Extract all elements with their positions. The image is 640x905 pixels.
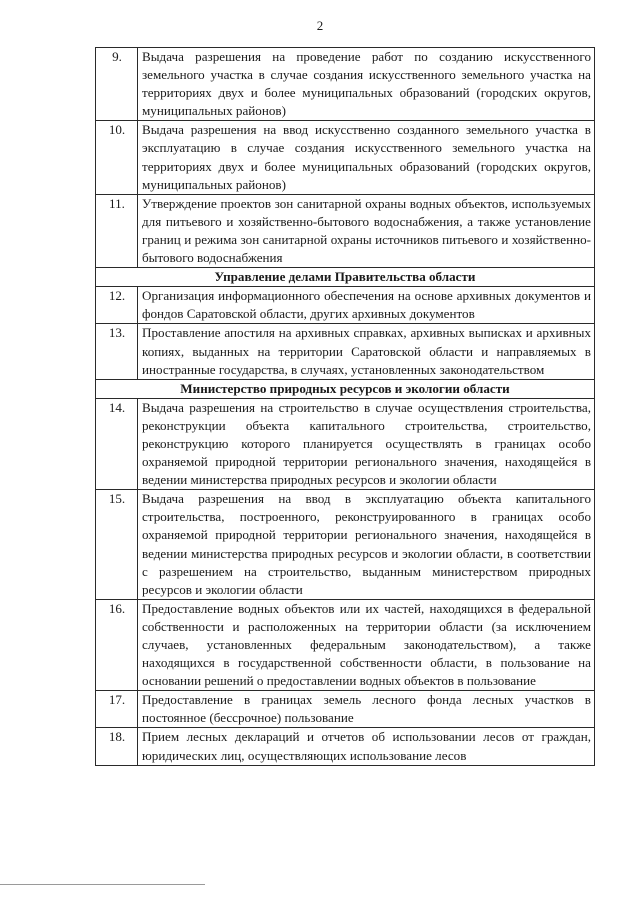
- table-row: [96, 599, 595, 690]
- service-description: Прием лесных деклараций и отчетов об использовании лесов от граждан, юридических лиц, осуществляющих использование лесов: [138, 728, 595, 765]
- table-row: [96, 194, 595, 267]
- row-number: 14.: [96, 398, 138, 489]
- row-number: 11.: [96, 194, 138, 267]
- service-description: Организация информационного обеспечения на основе архивных документов и фондов Саратовской области, других архивных документов: [138, 287, 595, 324]
- public-services-table: [95, 47, 595, 766]
- table-row: [96, 691, 595, 728]
- row-number: 12.: [96, 287, 138, 324]
- service-description: Выдача разрешения на ввод в эксплуатацию объекта капитального строительства, построенного, реконструированного в границах особо охраняемой природной территории регионального значения, находящейся в ведении министерства природных ресурсов и экологии области, в соответствии с разрешением на строительство, выданным министерством природных ресурсов и экологии области: [138, 490, 595, 600]
- table-row: [96, 48, 595, 121]
- page-number: 2: [316, 18, 324, 33]
- table-row: [96, 324, 595, 379]
- row-number: 13.: [96, 324, 138, 379]
- service-description: Выдача разрешения на ввод искусственно созданного земельного участка в эксплуатацию в случае создания искусственного земельного участка на территориях двух и более муниципальных образований (городских округов, муниципальных районов): [138, 121, 595, 194]
- section-header-row: [96, 379, 595, 398]
- row-number: 18.: [96, 728, 138, 765]
- table-row: [96, 728, 595, 765]
- table-row: [96, 490, 595, 600]
- service-description: Предоставление в границах земель лесного фонда лесных участков в постоянное (бессрочное) пользование: [138, 691, 595, 728]
- row-number: 16.: [96, 599, 138, 690]
- service-description: Выдача разрешения на проведение работ по созданию искусственного земельного участка в случае создания искусственного земельного участка на территориях двух и более муниципальных образований (городских округов, муниципальных районов): [138, 48, 595, 121]
- service-description: Предоставление водных объектов или их частей, находящихся в федеральной собственности и расположенных на территории области (за исключением случаев, установленных федеральным законодательством), а также находящихся в государственной собственности области, в пользование на основании решений о предоставлении водных объектов в пользование: [138, 599, 595, 690]
- table-row: [96, 398, 595, 489]
- section-header-row: [96, 268, 595, 287]
- service-description: Выдача разрешения на строительство в случае осуществления строительства, реконструкции объекта капитального строительства, строительство, реконструкцию которого планируется осуществлять в границах особо охраняемой природной территории регионального значения, находящейся в ведении министерства природных ресурсов и экологии области: [138, 398, 595, 489]
- row-number: 9.: [96, 48, 138, 121]
- row-number: 10.: [96, 121, 138, 194]
- section-title: Управление делами Правительства области: [96, 268, 595, 287]
- table-row: [96, 121, 595, 194]
- row-number: 15.: [96, 490, 138, 600]
- section-title: Министерство природных ресурсов и экологии области: [96, 379, 595, 398]
- service-description: Утверждение проектов зон санитарной охраны водных объектов, используемых для питьевого и хозяйственно-бытового водоснабжения, а также установление границ и режима зон санитарной охраны источников питьевого и хозяйственно-бытового водоснабжения: [138, 194, 595, 267]
- table-row: [96, 287, 595, 324]
- row-number: 17.: [96, 691, 138, 728]
- scan-edge-line: [0, 884, 205, 885]
- service-description: Проставление апостиля на архивных справках, архивных выписках и архивных копиях, выданных на территории Саратовской области и направляемых в иностранные государства, в случаях, установленных законодательством: [138, 324, 595, 379]
